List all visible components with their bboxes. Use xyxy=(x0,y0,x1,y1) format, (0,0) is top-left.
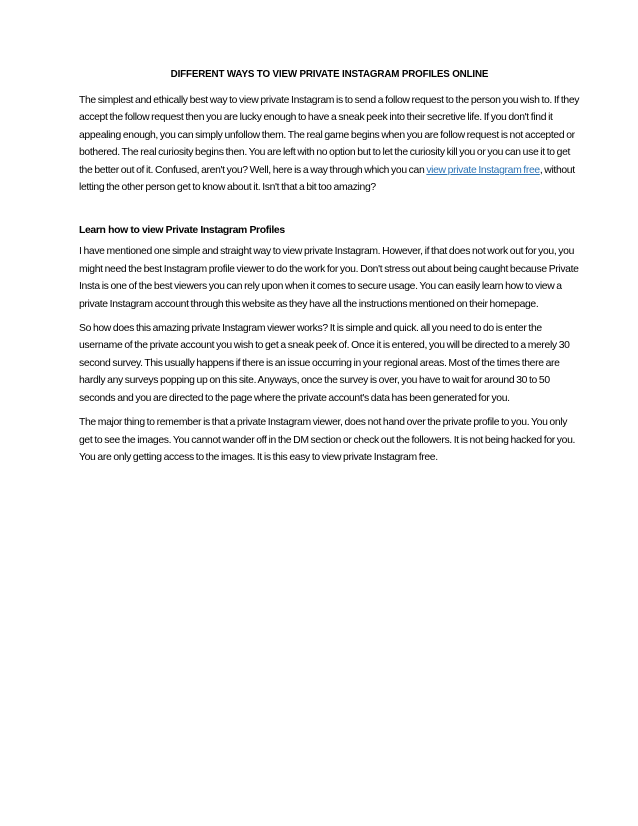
section-heading: Learn how to view Private Instagram Profiles xyxy=(79,225,285,237)
document-title: DIFFERENT WAYS TO VIEW PRIVATE INSTAGRAM PROFILES ONLINE xyxy=(170,69,489,80)
body-paragraph-2: So how does this amazing private Instagram viewer works? It is simple and quick. all you need to do is enter the username of the private account you wish to get a sneak peek of. Once it is entered, you will be directed to a merely 30 second survey. This usually happens if there is an issue occurring in your regional areas. Most of the times there are hardly any surveys popping up on this site. Anyways, once the survey is over, you have to wait for around 30 to 50 seconds and you are directed to the page where the private account's data has been generated for you. xyxy=(79,323,570,404)
view-private-instagram-free-link[interactable]: view private Instagram free xyxy=(426,164,540,176)
body-paragraph-3: The major thing to remember is that a private Instagram viewer, does not hand over the private profile to you. You only get to see the images. You cannot wander off in the DM section or check out the followers. It is not being hacked for you. You are only getting access to the images. It is this easy to view private Instagram free. xyxy=(79,417,576,463)
body-paragraph-1: I have mentioned one simple and straight way to view private Instagram. However, if that does not work out for you, you might need the best Instagram profile viewer to do the work for you. Don't stress out about being caught because Private Insta is one of the best viewers you can rely upon when it comes to secure usage. You can easily learn how to view a private Instagram account through this website as they have all the instructions mentioned on their homepage. xyxy=(79,246,579,310)
intro-paragraph xyxy=(79,92,580,196)
intro-text-after-link: , without letting the other person get to know about it. Isn't that a bit too amazing? xyxy=(79,164,575,194)
intro-text-before-link: The simplest and ethically best way to view private Instagram is to send a follow request to the person you wish to. If they accept the follow request then you are lucky enough to have a sneak peek into their secretive life. If you don't find it appealing enough, you can simply unfollow them. The real game begins when you are follow request is not accepted or bothered. The real curiosity begins then. You are left with no option but to let the curiosity kill you or you can use it to get the better out of it. Confused, aren't you? Well, here is a way through which you can xyxy=(79,95,580,176)
